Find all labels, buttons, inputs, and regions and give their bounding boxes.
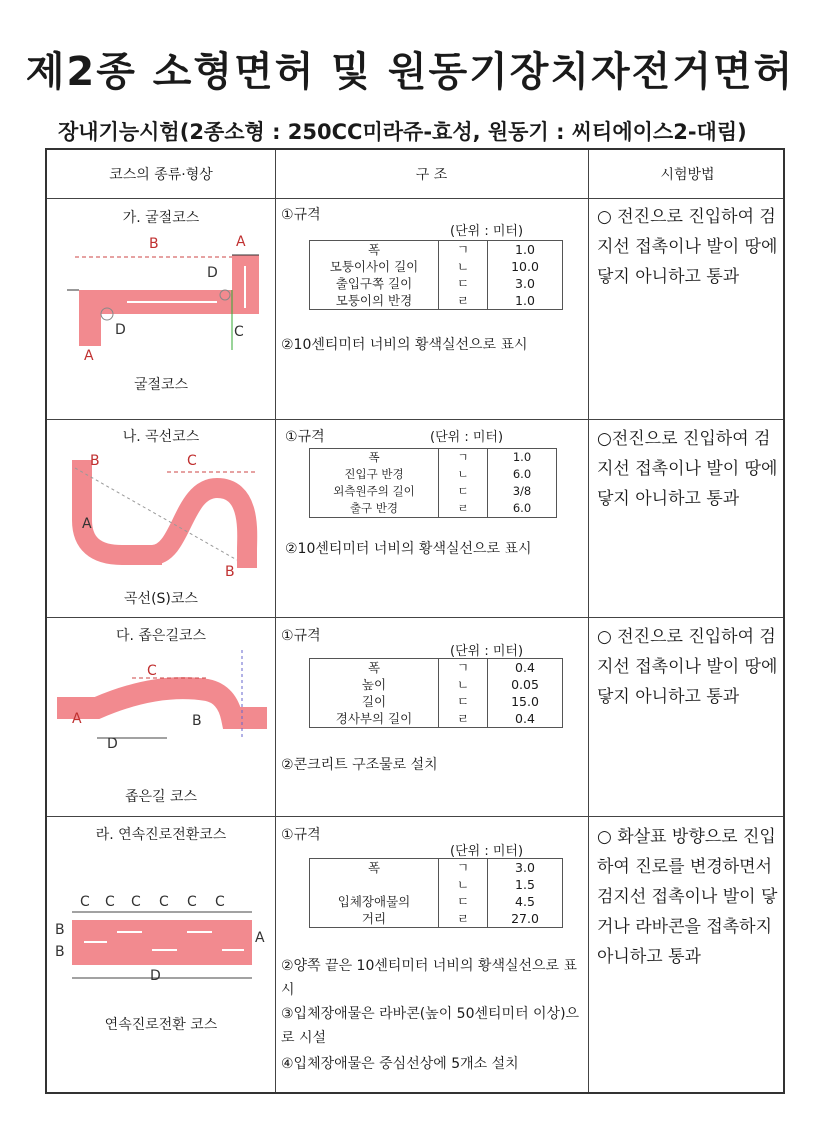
spec-title: ①규격: [285, 429, 325, 445]
table-row: 진입구 반경 ㄴ 6.0: [310, 466, 557, 483]
spec-title: ①규격: [281, 207, 321, 223]
table-row: 출구 반경 ㄹ 6.0: [310, 500, 557, 518]
spec-table: [309, 240, 563, 310]
label-d: D: [150, 968, 161, 984]
table-row: 폭 ㄱ 1.0: [310, 241, 563, 259]
label-b: B: [55, 922, 65, 938]
label-a: A: [84, 348, 94, 364]
table-row: 입체장애물의 ㄷ 4.5: [310, 893, 563, 910]
course-caption: 곡선(S)코스: [124, 591, 198, 607]
spec-note: ②10센티미터 너비의 황색실선으로 표시: [281, 337, 528, 353]
table-row: 높이 ㄴ 0.05: [310, 676, 563, 693]
course-track: [152, 488, 247, 568]
page-title: 제2종 소형면허 및 원동기장치자전거면허: [25, 49, 795, 95]
label-c: C: [187, 453, 197, 469]
label-d: D: [107, 736, 118, 752]
course-caption: 굴절코스: [133, 377, 189, 393]
table-row: 폭 ㄱ 3.0: [310, 859, 563, 877]
spec-note: ②콘크리트 구조물로 설치: [281, 757, 438, 773]
label-c: C: [215, 894, 225, 910]
table-row: 폭 ㄱ 1.0: [310, 449, 557, 467]
header-structure: 구 조: [415, 167, 448, 183]
label-c-group: C: [80, 894, 96, 910]
spec-title: ①규격: [281, 827, 321, 843]
spec-unit: (단위 : 미터): [450, 844, 524, 859]
label-c: C: [147, 663, 157, 679]
bent-course-diagram: [67, 230, 267, 370]
table-row: 모퉁이사이 길이 ㄴ 10.0: [310, 258, 563, 275]
row-divider: [47, 617, 783, 618]
column-divider: [275, 150, 276, 1092]
label-b: B: [55, 944, 65, 960]
label-a: A: [236, 234, 246, 250]
s-curve-course-diagram: [67, 460, 267, 570]
label-c: C: [131, 894, 141, 910]
spec-title: ①규격: [281, 628, 321, 644]
test-method: ○ 전진으로 진입하여 검지선 접촉이나 발이 땅에 닿지 아니하고 통과: [597, 627, 778, 707]
course-track: [82, 460, 162, 555]
page-subtitle: 장내기능시험(2종소형 : 250CC미라쥬-효성, 원동기 : 씨티에이스2-대림): [58, 120, 747, 144]
label-a: A: [72, 711, 82, 727]
label-a: A: [255, 930, 265, 946]
label-d: D: [207, 265, 218, 281]
row-divider: [47, 198, 783, 199]
table-row: 폭 ㄱ 0.4: [310, 659, 563, 677]
course-track: [57, 688, 267, 718]
table-row: 모퉁이의 반경 ㄹ 1.0: [310, 292, 563, 310]
label-c: C: [234, 324, 244, 340]
column-divider: [588, 150, 589, 1092]
table-row: 출입구쪽 길이 ㄷ 3.0: [310, 275, 563, 292]
spec-note: ②10센티미터 너비의 황색실선으로 표시: [285, 541, 532, 557]
label-a: A: [82, 516, 92, 532]
label-d: D: [115, 322, 126, 338]
course-caption: 좁은길 코스: [124, 789, 198, 805]
label-b: B: [225, 564, 235, 580]
course-table: [45, 148, 785, 1094]
test-method: ○ 화살표 방향으로 진입하여 진로를 변경하면서 검지선 접촉이나 발이 닿거나 라바콘을 접촉하지 아니하고 통과: [597, 827, 778, 967]
course-name: 다. 좁은길코스: [115, 628, 207, 644]
row-divider: [47, 419, 783, 420]
spec-note: ④입체장애물은 중심선상에 5개소 설치: [281, 1056, 519, 1072]
course-caption: 연속진로전환 코스: [104, 1017, 218, 1033]
table-row: 외측원주의 길이 ㄷ 3/8: [310, 483, 557, 500]
course-track: [79, 290, 101, 346]
label-b: B: [192, 713, 202, 729]
label-c: C: [187, 894, 197, 910]
header-shape: 코스의 종류·형상: [109, 167, 213, 183]
course-name: 나. 곡선코스: [122, 429, 200, 445]
spec-table: [309, 658, 563, 728]
row-divider: [47, 816, 783, 817]
course-name: 라. 연속진로전환코스: [95, 827, 227, 843]
table-row: 거리 ㄹ 27.0: [310, 910, 563, 928]
spec-note: ②양쪽 끝은 10센티미터 너비의 황색실선으로 표시: [281, 958, 578, 998]
table-row: ㄴ 1.5: [310, 876, 563, 893]
spec-unit: (단위 : 미터): [450, 644, 524, 659]
label-c: C: [105, 894, 115, 910]
spec-unit: (단위 : 미터): [430, 430, 504, 445]
label-b: B: [149, 236, 159, 252]
label-b: B: [90, 453, 100, 469]
label-c: C: [159, 894, 169, 910]
header-method: 시험방법: [660, 167, 715, 183]
table-row: 길이 ㄷ 15.0: [310, 693, 563, 710]
course-name: 가. 굴절코스: [122, 210, 200, 226]
lane-change-course-diagram: [62, 910, 262, 1000]
table-row: 경사부의 길이 ㄹ 0.4: [310, 710, 563, 728]
spec-table: [309, 858, 563, 928]
spec-unit: (단위 : 미터): [450, 224, 524, 239]
test-method: ○ 전진으로 진입하여 검지선 접촉이나 발이 땅에 닿지 아니하고 통과: [597, 207, 778, 287]
spec-table: [309, 448, 557, 518]
test-method: ○전진으로 진입하여 검지선 접촉이나 발이 땅에 닿지 아니하고 통과: [597, 429, 778, 509]
narrow-course-diagram: [57, 670, 267, 750]
spec-note: ③입체장애물은 라바콘(높이 50센티미터 이상)으로 시설: [281, 1006, 580, 1046]
